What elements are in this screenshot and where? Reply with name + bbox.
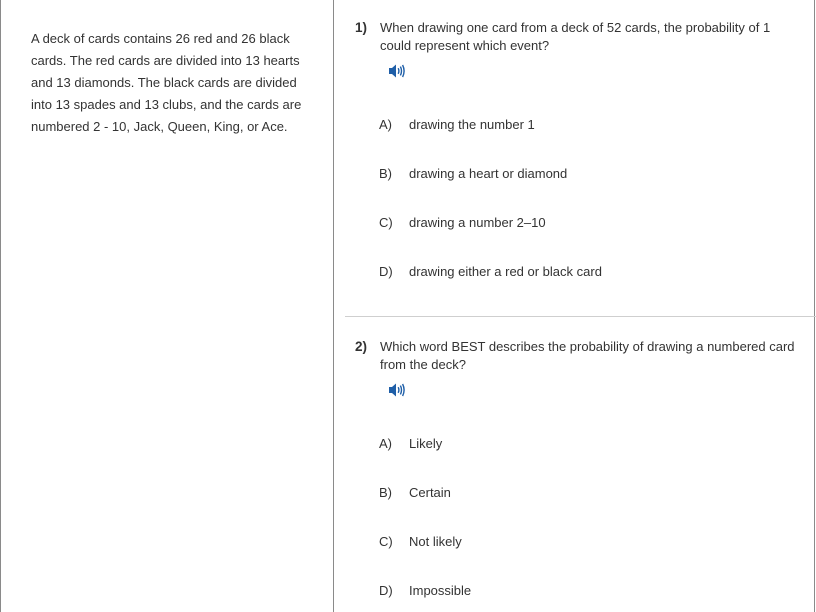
option-text: Impossible <box>409 583 472 598</box>
option-text: Likely <box>409 436 443 451</box>
option-text: drawing a heart or diamond <box>409 166 568 181</box>
option-text: Not likely <box>409 534 462 549</box>
speaker-icon[interactable] <box>387 62 407 80</box>
question-divider <box>345 316 816 317</box>
question-stem: Which word BEST describes the probability of drawing a numbered card from the deck? <box>380 339 795 372</box>
question-number: 2) <box>355 339 368 354</box>
question-number: 1) <box>355 20 368 35</box>
passage-pane <box>2 0 334 612</box>
option-letter: A) <box>379 436 392 451</box>
option-letter: B) <box>379 485 392 500</box>
q1-option-b[interactable] <box>379 164 799 184</box>
q2-option-a[interactable] <box>379 434 799 454</box>
option-letter: D) <box>379 583 393 598</box>
q2-option-b[interactable] <box>379 483 799 503</box>
q1-option-c[interactable] <box>379 213 799 233</box>
option-letter: B) <box>379 166 392 181</box>
option-text: Certain <box>409 485 451 500</box>
option-letter: C) <box>379 215 393 230</box>
question-stem: When drawing one card from a deck of 52 cards, the probability of 1 could represent which event? <box>380 20 771 53</box>
option-text: drawing a number 2–10 <box>409 215 546 230</box>
option-letter: A) <box>379 117 392 132</box>
q1-option-d[interactable] <box>379 262 799 282</box>
passage-text: A deck of cards contains 26 red and 26 black cards. The red cards are divided into 13 hearts and 13 diamonds. The black cards are divided into 13 spades and 13 clubs, and the cards are numbered 2 - 10, Jack, Queen, King, or Ace. <box>31 31 302 134</box>
q2-option-c[interactable] <box>379 532 799 552</box>
option-text: drawing either a red or black card <box>409 264 602 279</box>
option-text: drawing the number 1 <box>409 117 535 132</box>
questions-pane <box>335 0 816 612</box>
speaker-icon[interactable] <box>387 381 407 399</box>
q2-option-d[interactable] <box>379 581 799 601</box>
q1-option-a[interactable] <box>379 115 799 135</box>
option-letter: C) <box>379 534 393 549</box>
option-letter: D) <box>379 264 393 279</box>
